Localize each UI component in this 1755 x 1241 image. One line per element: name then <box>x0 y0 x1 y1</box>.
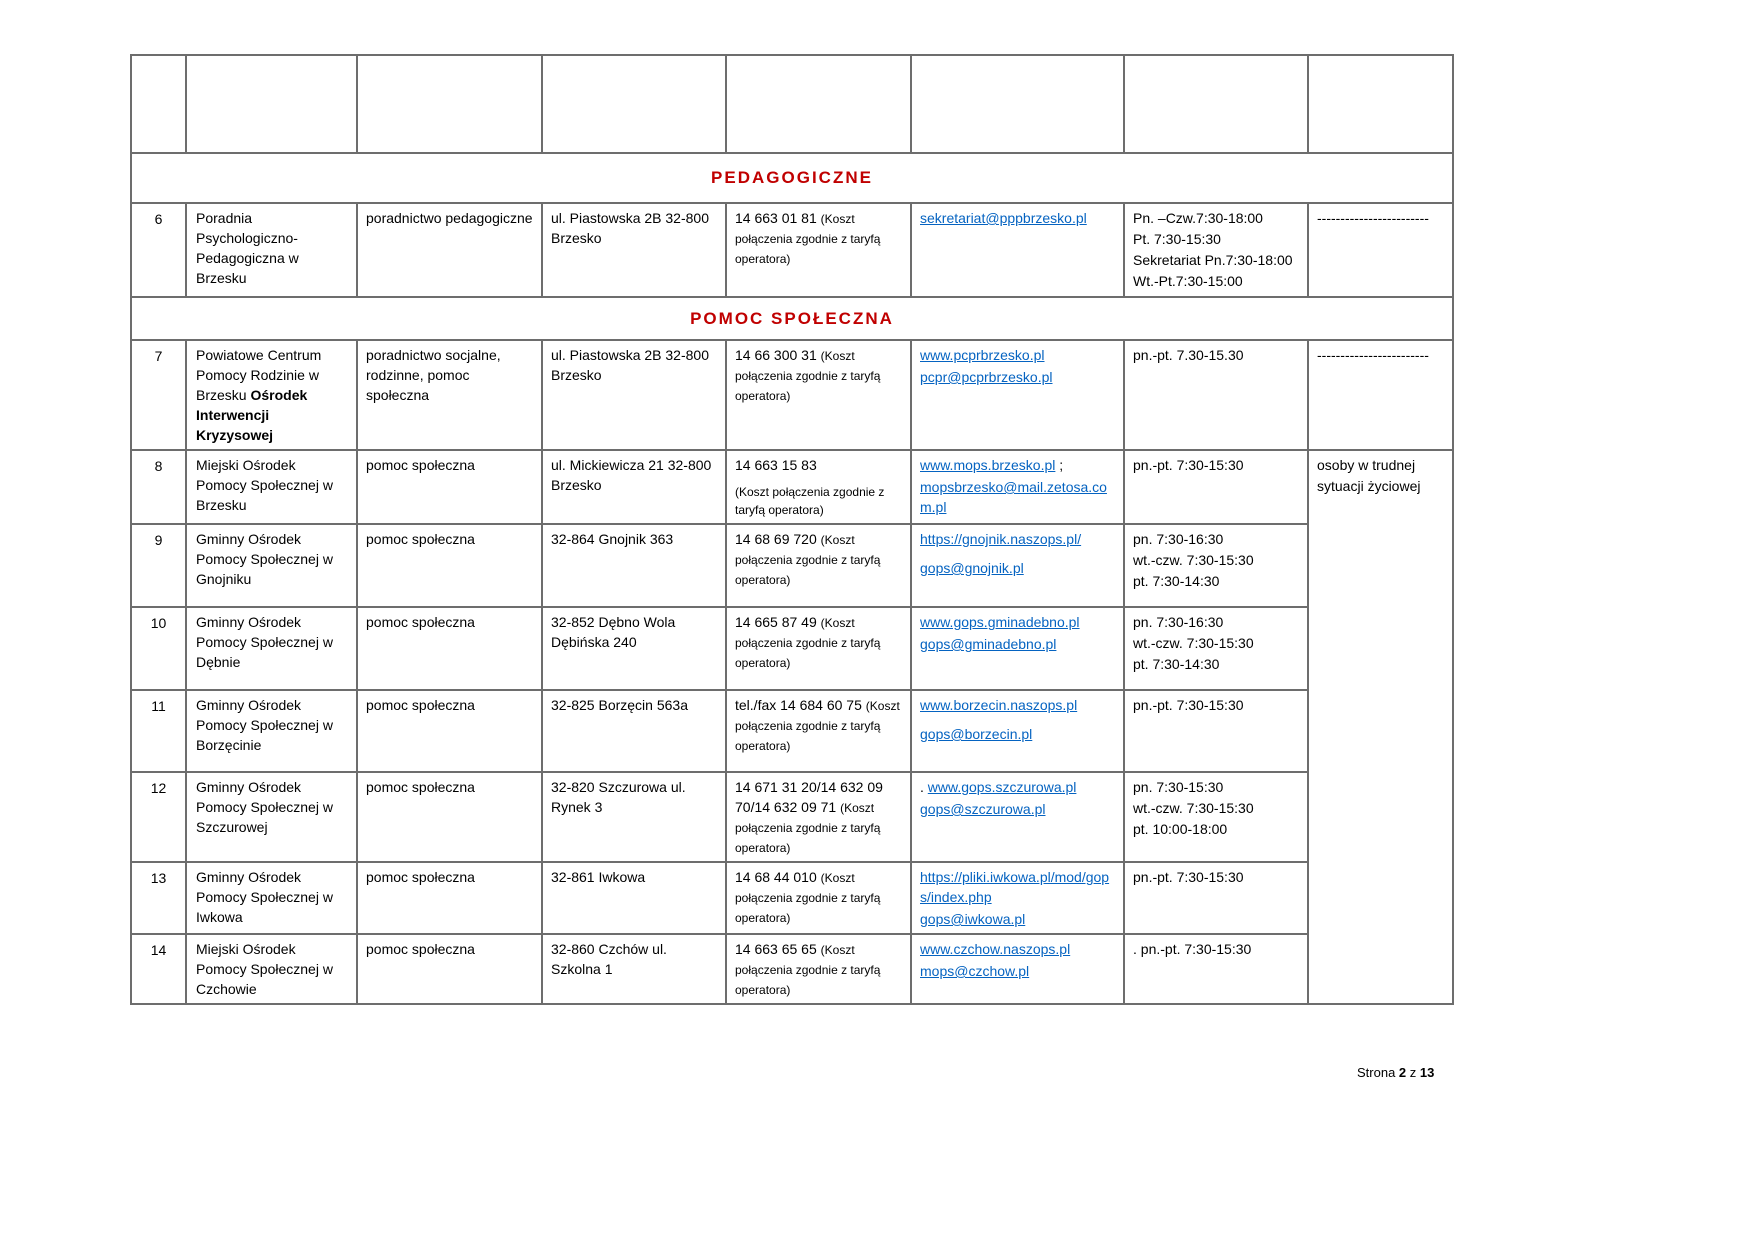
email-link[interactable]: gops@borzecin.pl <box>920 726 1033 742</box>
institution-name-cell <box>186 450 357 524</box>
hours-line: pn.-pt. 7:30-15:30 <box>1133 457 1244 473</box>
hours-line: Pn. –Czw.7:30-18:00 <box>1133 210 1263 226</box>
service-type-cell: pomoc społeczna <box>357 772 542 862</box>
hours-line: wt.-czw. 7:30-15:30 <box>1133 552 1254 568</box>
empty-cell <box>911 55 1124 153</box>
row-number-cell: 9 <box>131 524 186 607</box>
email-link[interactable]: gops@gnojnik.pl <box>920 560 1024 576</box>
address-cell: ul. Piastowska 2B 32-800 Brzesko <box>542 340 726 450</box>
website-link[interactable]: www.gops.gminadebno.pl <box>920 614 1080 630</box>
hours-cell <box>1124 607 1308 690</box>
service-type-cell: pomoc społeczna <box>357 862 542 934</box>
links-cell <box>911 203 1124 297</box>
services-table-wrapper <box>130 54 1454 1005</box>
links-cell <box>911 524 1124 607</box>
links-cell <box>911 340 1124 450</box>
institution-name-cell <box>186 340 357 450</box>
website-link[interactable]: https://pliki.iwkowa.pl/mod/gops/index.php <box>920 869 1110 905</box>
address-cell: 32-852 Dębno Wola Dębińska 240 <box>542 607 726 690</box>
links-cell <box>911 607 1124 690</box>
row-number-cell: 11 <box>131 690 186 772</box>
phone-cell <box>726 524 911 607</box>
notes-cell-merged: osoby w trudnej sytuacji życiowej <box>1308 450 1453 1004</box>
phone-cell <box>726 607 911 690</box>
email-link[interactable]: gops@gminadebno.pl <box>920 636 1057 652</box>
address-cell: ul. Mickiewicza 21 32-800 Brzesko <box>542 450 726 524</box>
links-cell <box>911 690 1124 772</box>
service-type-cell: poradnictwo socjalne, rodzinne, pomoc społeczna <box>357 340 542 450</box>
hours-cell <box>1124 772 1308 862</box>
phone-cost-note: (Koszt połączenia zgodnie z taryfą operatora) <box>735 801 881 855</box>
footer-total-pages: 13 <box>1419 1065 1435 1080</box>
phone-number: tel./fax 14 684 60 75 <box>735 697 862 713</box>
notes-cell: ------------------------ <box>1308 340 1453 450</box>
hours-line: pt. 7:30-14:30 <box>1133 656 1220 672</box>
website-link[interactable]: www.pcprbrzesko.pl <box>920 347 1045 363</box>
hours-line: wt.-czw. 7:30-15:30 <box>1133 800 1254 816</box>
empty-cell <box>131 55 186 153</box>
phone-cost-note: (Koszt połączenia zgodnie z taryfą operatora) <box>735 212 881 266</box>
phone-number: 14 663 01 81 <box>735 210 817 226</box>
section-header-row <box>131 153 1453 203</box>
email-link[interactable]: sekretariat@pppbrzesko.pl <box>920 210 1087 226</box>
website-link[interactable]: www.mops.brzesko.pl <box>920 457 1056 473</box>
row-number-cell: 6 <box>131 203 186 297</box>
notes-cell: ------------------------ <box>1308 203 1453 297</box>
phone-cell <box>726 862 911 934</box>
phone-cost-note: (Koszt połączenia zgodnie z taryfą operatora) <box>735 485 885 517</box>
links-cell <box>911 862 1124 934</box>
empty-cell <box>542 55 726 153</box>
institution-name: Miejski Ośrodek Pomocy Społecznej w Czchowie <box>196 941 333 997</box>
phone-cost-note: (Koszt połączenia zgodnie z taryfą operatora) <box>735 616 881 670</box>
phone-cost-note: (Koszt połączenia zgodnie z taryfą operatora) <box>735 699 900 753</box>
address-cell: 32-861 Iwkowa <box>542 862 726 934</box>
institution-name-bold: Ośrodek Interwencji Kryzysowej <box>196 387 308 443</box>
hours-line: wt.-czw. 7:30-15:30 <box>1133 635 1254 651</box>
row-number-cell: 8 <box>131 450 186 524</box>
hours-cell <box>1124 690 1308 772</box>
phone-number: 14 66 300 31 <box>735 347 817 363</box>
institution-name: Gminny Ośrodek Pomocy Społecznej w Iwkowa <box>196 869 333 925</box>
empty-cell <box>726 55 911 153</box>
row-number-cell: 13 <box>131 862 186 934</box>
links-cell <box>911 934 1124 1004</box>
email-link[interactable]: gops@szczurowa.pl <box>920 801 1046 817</box>
phone-cost-note: (Koszt połączenia zgodnie z taryfą operatora) <box>735 533 881 587</box>
footer-page-number: 2 <box>1398 1065 1407 1080</box>
hours-line: pn. 7:30-16:30 <box>1133 614 1224 630</box>
phone-cost-note: (Koszt połączenia zgodnie z taryfą operatora) <box>735 349 881 403</box>
phone-cell <box>726 340 911 450</box>
institution-name-cell <box>186 203 357 297</box>
hours-line: Pt. 7:30-15:30 <box>1133 231 1221 247</box>
section-header-pedagogiczne: PEDAGOGICZNE <box>131 153 1453 203</box>
footer-label: Strona <box>1357 1065 1399 1080</box>
address-cell: ul. Piastowska 2B 32-800 Brzesko <box>542 203 726 297</box>
service-type-cell: poradnictwo pedagogiczne <box>357 203 542 297</box>
hours-cell <box>1124 450 1308 524</box>
table-row <box>131 772 1453 862</box>
service-type-cell: pomoc społeczna <box>357 607 542 690</box>
table-row <box>131 607 1453 690</box>
hours-cell <box>1124 934 1308 1004</box>
phone-cell <box>726 934 911 1004</box>
hours-line: Sekretariat Pn.7:30-18:00 <box>1133 252 1293 268</box>
institution-name-cell <box>186 524 357 607</box>
empty-cell <box>357 55 542 153</box>
hours-cell <box>1124 203 1308 297</box>
table-row <box>131 450 1453 524</box>
page-footer <box>1357 1065 1434 1080</box>
empty-cell <box>186 55 357 153</box>
hours-line: pn.-pt. 7:30-15:30 <box>1133 869 1244 885</box>
service-type-cell: pomoc społeczna <box>357 524 542 607</box>
phone-number: 14 665 87 49 <box>735 614 817 630</box>
footer-separator: z <box>1406 1065 1420 1080</box>
link-prefix: . <box>920 779 928 795</box>
institution-name: Gminny Ośrodek Pomocy Społecznej w Borzęcinie <box>196 697 333 753</box>
hours-cell <box>1124 524 1308 607</box>
row-number-cell: 10 <box>131 607 186 690</box>
phone-cell <box>726 690 911 772</box>
phone-number: 14 671 31 20/14 632 09 70/14 632 09 71 <box>735 779 883 815</box>
address-cell: 32-825 Borzęcin 563a <box>542 690 726 772</box>
table-row <box>131 934 1453 1004</box>
phone-number: 14 663 65 65 <box>735 941 817 957</box>
email-link[interactable]: mopsbrzesko@mail.zetosa.com.pl <box>920 479 1107 515</box>
website-link[interactable]: www.borzecin.naszops.pl <box>920 697 1078 713</box>
website-link[interactable]: www.czchow.naszops.pl <box>920 941 1071 957</box>
link-suffix: ; <box>1055 457 1064 473</box>
empty-cell <box>1308 55 1453 153</box>
phone-number: 14 68 69 720 <box>735 531 817 547</box>
hours-cell <box>1124 340 1308 450</box>
hours-line: pn. 7:30-15:30 <box>1133 779 1224 795</box>
phone-cell <box>726 450 911 524</box>
phone-number: 14 68 44 010 <box>735 869 817 885</box>
hours-line: pn.-pt. 7.30-15.30 <box>1133 347 1244 363</box>
row-number-cell: 7 <box>131 340 186 450</box>
hours-line: pt. 7:30-14:30 <box>1133 573 1220 589</box>
hours-line: pn. 7:30-16:30 <box>1133 531 1224 547</box>
address-cell: 32-820 Szczurowa ul. Rynek 3 <box>542 772 726 862</box>
website-link[interactable]: https://gnojnik.naszops.pl/ <box>920 531 1082 547</box>
institution-name-cell <box>186 607 357 690</box>
links-cell <box>911 450 1124 524</box>
institution-name: Poradnia Psychologiczno-Pedagogiczna w Brzesku <box>196 210 299 286</box>
table-row <box>131 203 1453 297</box>
institution-name: Gminny Ośrodek Pomocy Społecznej w Gnojniku <box>196 531 333 587</box>
address-cell: 32-860 Czchów ul. Szkolna 1 <box>542 934 726 1004</box>
table-row <box>131 690 1453 772</box>
institution-name-cell <box>186 690 357 772</box>
address-cell: 32-864 Gnojnik 363 <box>542 524 726 607</box>
institution-name: Gminny Ośrodek Pomocy Społecznej w Szczurowej <box>196 779 333 835</box>
row-number-cell: 12 <box>131 772 186 862</box>
email-link[interactable]: mops@czchow.pl <box>920 963 1030 979</box>
institution-name: Miejski Ośrodek Pomocy Społecznej w Brzesku <box>196 457 333 513</box>
links-cell <box>911 772 1124 862</box>
institution-name-cell <box>186 862 357 934</box>
table-row <box>131 340 1453 450</box>
hours-cell <box>1124 862 1308 934</box>
email-link[interactable]: pcpr@pcprbrzesko.pl <box>920 369 1053 385</box>
hours-line: Wt.-Pt.7:30-15:00 <box>1133 273 1243 289</box>
table-row <box>131 524 1453 607</box>
hours-line: . pn.-pt. 7:30-15:30 <box>1133 941 1252 957</box>
phone-cell <box>726 203 911 297</box>
institution-name: Gminny Ośrodek Pomocy Społecznej w Dębnie <box>196 614 333 670</box>
section-header-pomoc-spoleczna: POMOC SPOŁECZNA <box>131 297 1453 340</box>
institution-name-cell <box>186 772 357 862</box>
service-type-cell: pomoc społeczna <box>357 450 542 524</box>
hours-line: pn.-pt. 7:30-15:30 <box>1133 697 1244 713</box>
institution-name-cell <box>186 934 357 1004</box>
row-number-cell: 14 <box>131 934 186 1004</box>
phone-cost-note: (Koszt połączenia zgodnie z taryfą operatora) <box>735 871 881 925</box>
phone-cost-note: (Koszt połączenia zgodnie z taryfą operatora) <box>735 943 881 997</box>
service-type-cell: pomoc społeczna <box>357 690 542 772</box>
website-link[interactable]: www.gops.szczurowa.pl <box>927 779 1077 795</box>
table-row-empty <box>131 55 1453 153</box>
email-link[interactable]: gops@iwkowa.pl <box>920 911 1026 927</box>
phone-number: 14 663 15 83 <box>735 457 817 473</box>
empty-cell <box>1124 55 1308 153</box>
section-header-row <box>131 297 1453 340</box>
services-table <box>130 54 1454 1005</box>
institution-name: Powiatowe Centrum Pomocy Rodzinie w Brzesku <box>196 347 322 403</box>
phone-cell <box>726 772 911 862</box>
service-type-cell: pomoc społeczna <box>357 934 542 1004</box>
hours-line: pt. 10:00-18:00 <box>1133 821 1228 837</box>
table-row <box>131 862 1453 934</box>
